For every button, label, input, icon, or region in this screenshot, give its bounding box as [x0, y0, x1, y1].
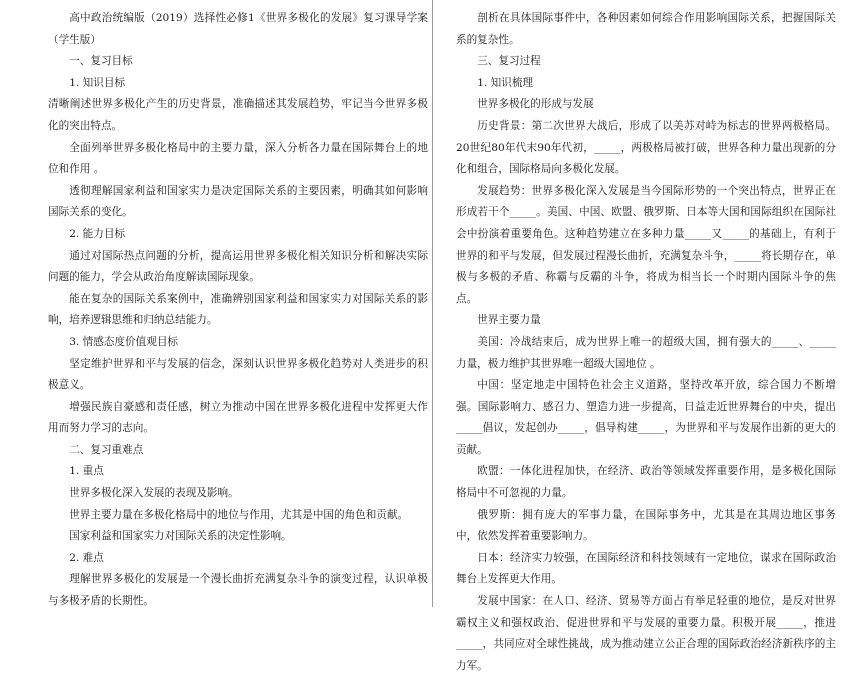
- left-paragraph-4: 全面列举世界多极化格局中的主要力量，深入分析各力量在国际舞台上的地位和作用 。: [48, 141, 428, 176]
- left-paragraph-13: 1. 重点: [69, 465, 104, 478]
- left-paragraph-8: 能在复杂的国际关系案例中，准确辨别国家利益和国家实力对国际关系的影响，培养逻辑思维和归纳总结能力。: [48, 292, 428, 327]
- right-paragraph-0: 剖析在具体国际事件中，各种因素如何综合作用影响国际关系，把握国际关系的复杂性。: [456, 12, 836, 46]
- left-paragraph-7: 通过对国际热点问题的分析，提高运用世界多极化相关知识分析和解决实际问题的能力，学会从政治角度解读国际现象。: [48, 249, 428, 284]
- right-paragraph-6: 世界主要力量: [477, 314, 541, 327]
- right-paragraph-2: 1. 知识梳理: [477, 76, 534, 89]
- left-paragraph-6: 2. 能力目标: [69, 227, 126, 240]
- left-paragraph-15: 世界主要力量在多极化格局中的地位与作用，尤其是中国的角色和贡献。: [69, 508, 409, 521]
- right-paragraph-9: 欧盟：一体化进程加快，在经济、政治等领域发挥重要作用，是多极化国际格局中不可忽视的力量。: [456, 465, 836, 500]
- right-paragraph-5: 发展趋势：世界多极化深入发展是当今国际形势的一个突出特点，世界正在形成若干个_____。美国、中国、欧盟、俄罗斯、日本等大国和国际组织在国际社会中扮演着重要角色。这种趋势建立在多种力量_____又_____的基础上，有利于世界的和平与发展，但发展过程漫长曲折，充满复杂斗争，_____将长期存在，单极与多极的矛盾、称霸与反霸的斗争，将成为相当长一个时期内国际斗争的焦点。: [456, 184, 836, 305]
- right-paragraph-12: 发展中国家：在人口、经济、贸易等方面占有举足轻重的地位，是反对世界霸权主义和强权政治、促进世界和平与发展的重要力量。积极开展_____，推进_____，共同应对全球性挑战，成为推动建立公正合理的国际政治经济新秩序的主力军。: [456, 595, 836, 672]
- left-paragraph-12: 二、复习重难点: [69, 443, 144, 456]
- right-paragraph-3: 世界多极化的形成与发展: [477, 98, 594, 111]
- left-paragraph-16: 国家利益和国家实力对国际关系的决定性影响。: [69, 530, 292, 543]
- column-divider: [432, 0, 433, 607]
- right-paragraph-8: 中国：坚定地走中国特色社会主义道路，坚持改革开放，综合国力不断增强。国际影响力、感召力、塑造力进一步提高，日益走近世界舞台的中央，提出_____倡议，发起创办_____，倡导构建_____，为世界和平与发展作出新的更大的贡献。: [456, 379, 836, 456]
- left-paragraph-10: 坚定维护世界和平与发展的信念，深刻认识世界多极化趋势对人类进步的积极意义。: [48, 357, 428, 392]
- right-paragraph-11: 日本：经济实力较强，在国际经济和科技领域有一定地位，谋求在国际政治舞台上发挥更大作用。: [456, 551, 836, 586]
- left-paragraph-3: 清晰阐述世界多极化产生的历史背景，准确描述其发展趋势，牢记当今世界多极化的突出特点。: [48, 98, 428, 132]
- left-paragraph-5: 透彻理解国家利益和国家实力是决定国际关系的主要因素，明确其如何影响国际关系的变化。: [48, 184, 428, 219]
- left-paragraph-9: 3. 情感态度价值观目标: [69, 335, 179, 348]
- left-paragraph-17: 2. 难点: [69, 551, 104, 564]
- left-paragraph-2: 1. 知识目标: [69, 76, 126, 89]
- right-paragraph-1: 三、复习过程: [477, 55, 541, 68]
- right-column: [456, 8, 836, 677]
- right-paragraph-10: 俄罗斯：拥有庞大的军事力量，在国际事务中，尤其是在其周边地区事务中，依然发挥着重要影响力。: [456, 508, 836, 543]
- left-paragraph-14: 世界多极化深入发展的表现及影响。: [69, 487, 239, 500]
- left-paragraph-0: 高中政治统编版（2019）选择性必修1《世界多极化的发展》复习课导学案（学生版）: [48, 12, 428, 46]
- left-paragraph-18: 理解世界多极化的发展是一个漫长曲折充满复杂斗争的演变过程，认识单极与多极矛盾的长期性。: [48, 573, 428, 608]
- right-paragraph-4: 历史背景：第二次世界大战后，形成了以美苏对峙为标志的世界两极格局。20世纪80年代末90年代初，_____，两极格局被打破，世界各种力量出现新的分化和组合，国际格局向多极化发展。: [456, 119, 836, 176]
- left-column: [48, 8, 428, 613]
- right-paragraph-7: 美国：冷战结束后，成为世界上唯一的超级大国，拥有强大的_____、_____力量，极力维护其世界唯一超级大国地位 。: [456, 335, 836, 370]
- left-paragraph-11: 增强民族自豪感和责任感，树立为推动中国在世界多极化进程中发挥更大作用而努力学习的志向。: [48, 400, 428, 435]
- left-paragraph-1: 一、复习目标: [69, 55, 133, 68]
